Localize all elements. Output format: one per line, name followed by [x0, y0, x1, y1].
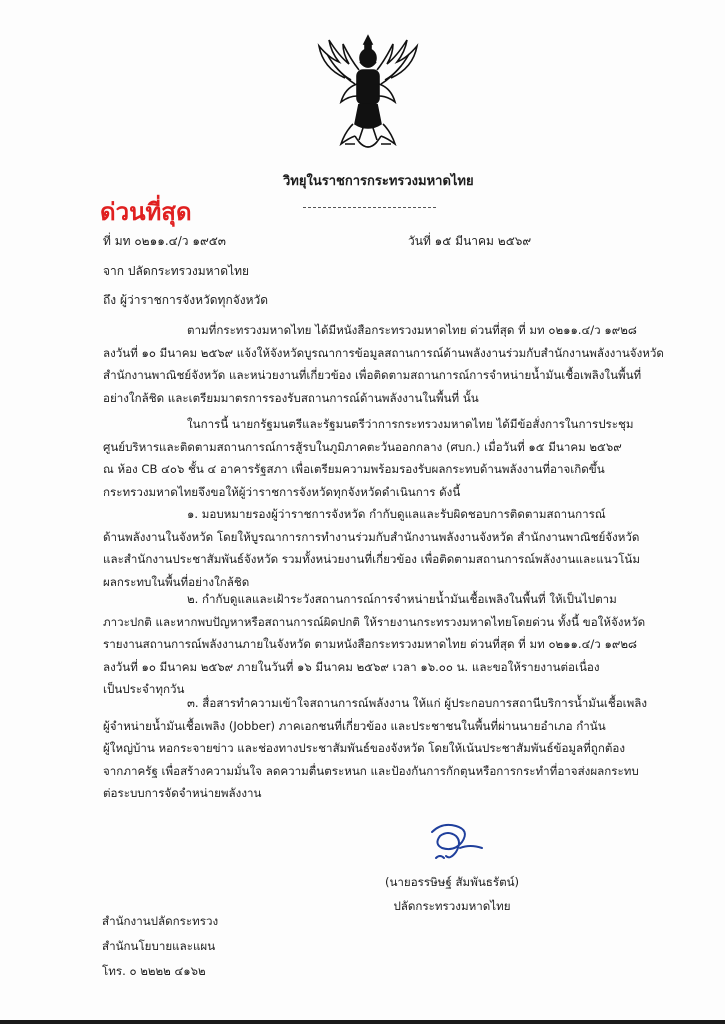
- footer-office: สำนักงานปลัดกระทรวง: [102, 914, 219, 928]
- signature-mark: [426, 818, 486, 866]
- signatory-position: ปลัดกระทรวงมหาดไทย: [393, 899, 511, 913]
- paragraph-line: ผู้ใหญ่บ้าน หอกระจายข่าว และช่องทางประชาสัมพันธ์ของจังหวัด โดยให้เน้นประชาสัมพันธ์ข้อมูลที่ถูกต้อง: [103, 741, 625, 755]
- paragraph-line: ๒. กำกับดูแลและเฝ้าระวังสถานการณ์การจำหน่ายน้ำมันเชื้อเพลิงในพื้นที่ ให้เป็นไปตาม: [187, 592, 617, 606]
- paragraph-line: และสำนักงานประชาสัมพันธ์จังหวัด รวมทั้งหน่วยงานที่เกี่ยวข้อง เพื่อติดตามสถานการณ์พลังงานและแนวโน้ม: [103, 552, 640, 566]
- garuda-emblem-icon: [315, 32, 421, 160]
- paragraph-line: อย่างใกล้ชิด และเตรียมมาตรการรองรับสถานการณ์ด้านพลังงานในพื้นที่ นั้น: [103, 390, 479, 405]
- to-line: ถึง ผู้ว่าราชการจังหวัดทุกจังหวัด: [103, 293, 269, 307]
- paragraph-line: ตามที่กระทรวงมหาดไทย ได้มีหนังสือกระทรวงมหาดไทย ด่วนที่สุด ที่ มท ๐๒๑๑.๔/ว ๑๙๒๘: [187, 323, 637, 337]
- paragraph-line: กระทรวงมหาดไทยจึงขอให้ผู้ว่าราชการจังหวัดทุกจังหวัดดำเนินการ ดังนี้: [103, 484, 461, 499]
- urgency-label: ด่วนที่สุด: [100, 198, 192, 226]
- paragraph-line: ต่อระบบการจัดจำหน่ายพลังงาน: [103, 786, 262, 800]
- paragraph-line: จากภาครัฐ เพื่อสร้างความมั่นใจ ลดความตื่นตระหนก และป้องกันการกักตุนหรือการกระทำที่อาจส่งผลกระทบ: [103, 763, 639, 778]
- footer-division: สำนักนโยบายและแผน: [102, 939, 216, 953]
- bottom-edge: [0, 1020, 725, 1024]
- paragraph-line: ภาวะปกติ และหากพบปัญหาหรือสถานการณ์ผิดปกติ ให้รายงานกระทรวงมหาดไทยโดยด่วน ทั้งนี้ ขอให้จังหวัด: [103, 614, 646, 629]
- paragraph-line: ๑. มอบหมายรองผู้ว่าราชการจังหวัด กำกับดูแลและรับผิดชอบการติดตามสถานการณ์: [187, 507, 606, 521]
- paragraph-3: [103, 503, 640, 593]
- paragraph-line: ณ ห้อง CB ๔๐๖ ชั้น ๔ อาคารรัฐสภา เพื่อเตรียมความพร้อมรองรับผลกระทบด้านพลังงานที่อาจเกิดขึ้น: [103, 462, 605, 476]
- paragraph-line: ๓. สื่อสารทำความเข้าใจสถานการณ์พลังงาน ให้แก่ ผู้ประกอบการสถานีบริการน้ำมันเชื้อเพลิง: [187, 696, 648, 710]
- footer-phone: โทร. ๐ ๒๒๒๒ ๔๑๖๒: [102, 964, 206, 978]
- paragraph-line: ศูนย์บริหารและติดตามสถานการณ์การสู้รบในภูมิภาคตะวันออกกลาง (ศบก.) เมื่อวันที่ ๑๕ มีนาคม ๒๕๖๙: [103, 439, 622, 454]
- paragraph-line: สำนักงานพาณิชย์จังหวัด และหน่วยงานที่เกี่ยวข้อง เพื่อติดตามสถานการณ์การจำหน่ายน้ำมันเชื้อเพลิงในพื้นที่: [103, 368, 642, 382]
- paragraph-line: ลงวันที่ ๑๐ มีนาคม ๒๕๖๙ แจ้งให้จังหวัดบูรณาการข้อมูลสถานการณ์ด้านพลังงานร่วมกับสำนักงานพลังงานจังหวัด: [103, 345, 664, 360]
- paragraph-2: [103, 413, 634, 503]
- agency-heading: วิทยุในราชการกระทรวงมหาดไทย: [283, 174, 474, 189]
- paragraph-line: รายงานสถานการณ์พลังงานภายในจังหวัด ตามหนังสือกระทรวงมหาดไทย ด่วนที่สุด ที่ มท ๐๒๑๑.๔/ว ๑๙๒๘: [103, 637, 637, 651]
- document-number: ที่ มท ๐๒๑๑.๔/ว ๑๙๕๓: [103, 234, 227, 248]
- from-line: จาก ปลัดกระทรวงมหาดไทย: [103, 264, 250, 278]
- heading-divider: [303, 207, 436, 208]
- paragraph-line: ด้านพลังงานในจังหวัด โดยให้บูรณาการการทำงานร่วมกับสำนักงานพลังงานจังหวัด สำนักงานพาณิชย์จังหวัด: [103, 529, 640, 544]
- paragraph-line: ลงวันที่ ๑๐ มีนาคม ๒๕๖๙ ภายในวันที่ ๑๖ มีนาคม ๒๕๖๙ เวลา ๑๖.๐๐ น. และขอให้รายงานต่อเนื่อง: [103, 659, 600, 674]
- paragraph-line: เป็นประจำทุกวัน: [103, 682, 185, 696]
- paragraph-line: ผู้จำหน่ายน้ำมันเชื้อเพลิง (Jobber) ภาคเอกชนที่เกี่ยวข้อง และประชาชนในพื้นที่ผ่านนายอำเภอ กำนัน: [103, 718, 606, 733]
- paragraph-line: ในการนี้ นายกรัฐมนตรีและรัฐมนตรีว่าการกระทรวงมหาดไทย ได้มีข้อสั่งการในการประชุม: [187, 417, 634, 431]
- signatory-name: (นายอรรษิษฐ์ สัมพันธรัตน์): [384, 875, 520, 889]
- paragraph-5: [103, 692, 647, 805]
- paragraph-line: ผลกระทบในพื้นที่อย่างใกล้ชิด: [103, 574, 250, 589]
- paragraph-1: [103, 319, 664, 409]
- document-date: วันที่ ๑๕ มีนาคม ๒๕๖๙: [408, 234, 532, 248]
- paragraph-4: [103, 588, 645, 701]
